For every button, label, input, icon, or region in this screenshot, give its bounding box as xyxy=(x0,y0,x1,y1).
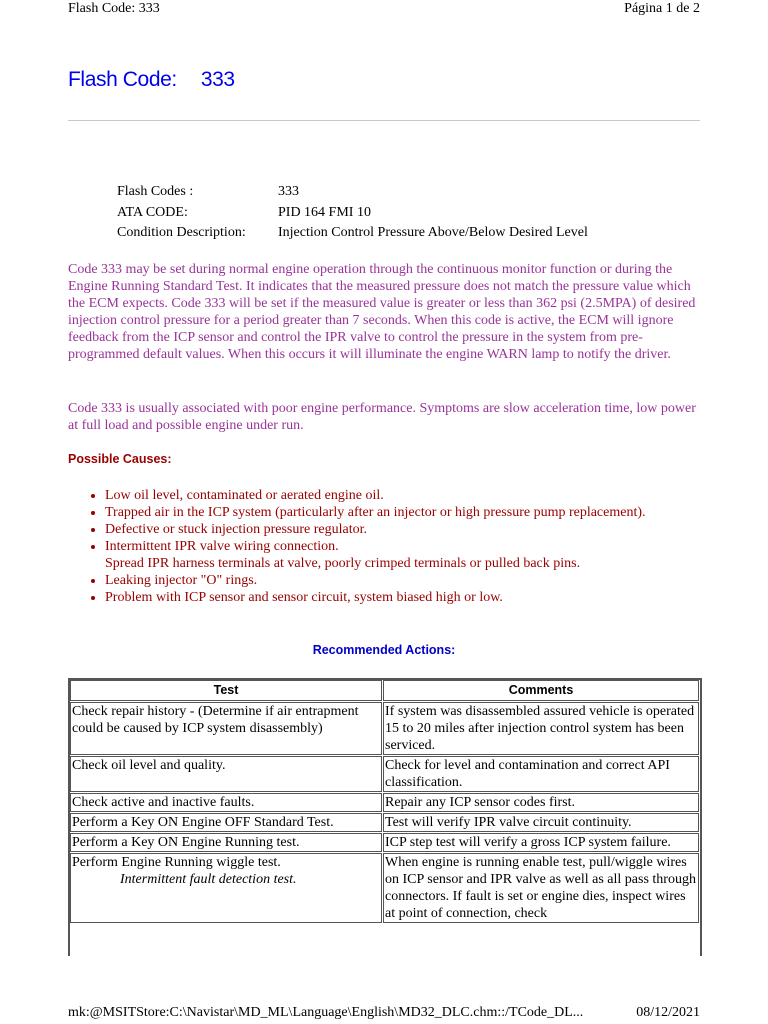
list-item xyxy=(105,487,725,504)
actions-table-container xyxy=(68,678,702,956)
page-header-title: Flash Code: 333 xyxy=(68,1,160,16)
test-note: Intermittent fault detection test. xyxy=(120,872,297,887)
test-text: Perform Engine Running wiggle test. xyxy=(72,855,281,870)
column-header-comments: Comments xyxy=(383,680,699,701)
info-row xyxy=(117,223,588,244)
comment-cell: ICP step test will verify a gross ICP system failure. xyxy=(383,833,699,852)
actions-heading: Recommended Actions: xyxy=(312,643,456,657)
info-label: Condition Description: xyxy=(117,225,246,240)
divider xyxy=(68,120,700,121)
causes-heading: Possible Causes: xyxy=(68,452,172,466)
column-header-test: Test xyxy=(70,680,382,701)
description-paragraph: Code 333 may be set during normal engine operation through the continuous monitor function or during the Engine Running Standard Test. It indicates that the measured pressure does not match the pressure value which the ECM expects. Code 333 will be set if the measured value is greater or less than 362 psi (2.5MPA) of desired injection control pressure for a period greater than 7 seconds. When this code is active, the ECM will ignore feedback from the ICP sensor and control the IPR valve to control the pressure in the system from pre-programmed default values. When this occurs it will illuminate the engine WARN lamp to notify the driver. xyxy=(68,262,696,362)
table-header-row xyxy=(70,680,699,701)
actions-table xyxy=(69,679,700,924)
test-cell: Check repair history - (Determine if air entrapment could be caused by ICP system disassembly) xyxy=(70,702,382,755)
test-cell: Perform a Key ON Engine Running test. xyxy=(70,833,382,852)
list-item xyxy=(105,538,725,572)
cause-text: Leaking injector "O" rings. xyxy=(105,573,258,588)
page-title xyxy=(68,68,235,92)
info-row xyxy=(117,203,588,224)
cause-text: Low oil level, contaminated or aerated engine oil. xyxy=(105,488,384,503)
table-row xyxy=(70,756,699,792)
cause-text: Trapped air in the ICP system (particularly after an injector or high pressure pump replacement). xyxy=(105,505,646,520)
comment-cell: Test will verify IPR valve circuit continuity. xyxy=(383,813,699,832)
info-value: PID 164 FMI 10 xyxy=(278,204,371,220)
test-cell xyxy=(70,853,382,923)
list-item xyxy=(105,504,725,521)
cause-text: Intermittent IPR valve wiring connection. xyxy=(105,539,339,554)
info-table xyxy=(117,182,588,244)
list-item xyxy=(105,572,725,589)
title-code: 333 xyxy=(200,68,235,91)
table-row xyxy=(70,833,699,852)
info-label: ATA CODE: xyxy=(117,204,188,220)
footer-date: 08/12/2021 xyxy=(636,1005,700,1020)
info-value: 333 xyxy=(278,184,299,199)
table-row xyxy=(70,813,699,832)
comment-cell: When engine is running enable test, pull/wiggle wires on ICP sensor and IPR valve as well as all pass through connectors. If fault is set or engine dies, inspect wires at point of connection, check xyxy=(383,853,699,923)
table-row xyxy=(70,793,699,812)
comment-cell: Repair any ICP sensor codes first. xyxy=(383,793,699,812)
causes-list xyxy=(88,487,725,606)
info-row xyxy=(117,182,588,203)
test-cell: Perform a Key ON Engine OFF Standard Test. xyxy=(70,813,382,832)
page-number: Página 1 de 2 xyxy=(624,1,700,16)
list-item xyxy=(105,589,725,606)
test-cell: Check oil level and quality. xyxy=(70,756,382,792)
table-row xyxy=(70,853,699,923)
cause-text: Defective or stuck injection pressure regulator. xyxy=(105,522,368,537)
table-row xyxy=(70,702,699,755)
cause-subtext: Spread IPR harness terminals at valve, poorly crimped terminals or pulled back pins. xyxy=(105,556,581,571)
test-cell: Check active and inactive faults. xyxy=(70,793,382,812)
cause-text: Problem with ICP sensor and sensor circuit, system biased high or low. xyxy=(105,590,503,605)
comment-cell: If system was disassembled assured vehicle is operated 15 to 20 miles after injection control system has been serviced. xyxy=(383,702,699,755)
comment-cell: Check for level and contamination and correct API classification. xyxy=(383,756,699,792)
info-label: Flash Codes : xyxy=(117,184,194,199)
list-item xyxy=(105,521,725,538)
symptoms-paragraph: Code 333 is usually associated with poor engine performance. Symptoms are slow acceleration time, low power at full load and possible engine under run. xyxy=(68,401,696,433)
title-label: Flash Code: xyxy=(68,68,177,91)
info-value: Injection Control Pressure Above/Below Desired Level xyxy=(278,225,588,240)
footer-url: mk:@MSITStore:C:\Navistar\MD_ML\Language\English\MD32_DLC.chm::/TCode_DL... xyxy=(68,1005,584,1020)
